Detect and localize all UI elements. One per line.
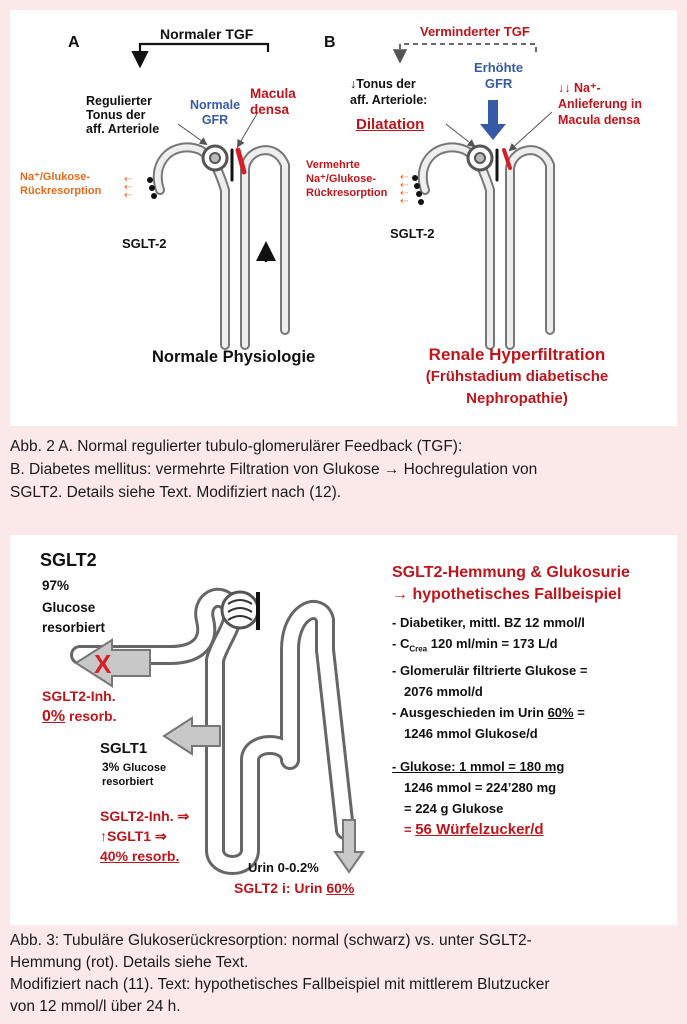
- urine-label: Urin 0-0.2%: [248, 860, 319, 875]
- macula-densa-label: Macula densa: [250, 86, 296, 117]
- panel-a-title: Normale Physiologie: [152, 348, 316, 366]
- fig2-caption-line-1: Abb. 2 A. Normal regulierter tubulo-glomerulärer Feedback (TGF):: [10, 438, 463, 455]
- sglt2-title: SGLT2: [40, 550, 97, 570]
- panel-b-letter: B: [324, 34, 336, 51]
- normal-gfr-label: Normale GFR: [190, 98, 241, 127]
- fig3-caption-line-1: Abb. 3: Tubuläre Glukoserückresorption: normal (schwarz) vs. unter SGLT2-: [10, 932, 532, 949]
- increased-gfr-label: Erhöhte GFR: [474, 60, 524, 91]
- panel-b-tgf-label: Verminderter TGF: [420, 24, 530, 39]
- sglt2-inh-label: SGLT2-Inh.: [42, 688, 116, 704]
- urine-inh-label: SGLT2 i: Urin 60%: [234, 880, 355, 896]
- increased-na-label: Vermehrte Na⁺/Glukose- Rückresorption: [306, 159, 388, 199]
- block-x-icon: X: [94, 649, 112, 679]
- sglt1-inh-text: SGLT2-Inh. ⇒ ↑SGLT1 ⇒ 40% resorb.: [100, 808, 190, 864]
- sglt2-label-b: SGLT-2: [390, 226, 435, 241]
- glomerulus: [222, 592, 258, 628]
- panel-b-title: Renale Hyperfiltration (Frühstadium diabetische Nephropathie): [425, 345, 609, 407]
- dilatation-label: Dilatation: [356, 116, 425, 133]
- sglt2-label-a: SGLT-2: [122, 236, 167, 251]
- case-title: SGLT2-Hemmung & Glukosurie → hypothetisches Fallbeispiel: [392, 564, 630, 603]
- case-lines: - Diabetiker, mittl. BZ 12 mmol/l - $C_{Crea}$ 120 ml/min = 173 L/d - Glomerulär filtrierte Glukose = 2076 mmol/d - Ausgeschieden im Urin 60% = 1246 mmol Glukose/d - Glukose: 1 mmol = 180 mg 1246 mmol = 224’280 mg = 224 g Glukose = 56 Würfelzucker/d: [392, 615, 588, 838]
- na-delivery-label: ↓↓ Na⁺- Anlieferung in Macula densa: [558, 81, 643, 127]
- tone-label-b: ↓Tonus der aff. Arteriole:: [350, 77, 428, 107]
- panel-a-tgf-label: Normaler TGF: [160, 26, 254, 42]
- panel-a-letter: A: [68, 34, 80, 51]
- fig2-caption-line-2: B. Diabetes mellitus: vermehrte Filtration von Glukose → Hochregulation von: [10, 461, 538, 478]
- orange-arrows-b: ⇠ ⇠ ⇠ ⇠: [400, 172, 409, 207]
- fig3-caption-line-2: Hemmung (rot). Details siehe Text.: [10, 954, 249, 971]
- sglt2-pct: 97%: [42, 578, 70, 593]
- fig2-caption-line-3: SGLT2. Details siehe Text. Modifiziert nach (12).: [10, 484, 342, 501]
- sglt1-title: SGLT1: [100, 740, 148, 757]
- sglt2-text: Glucose resorbiert: [42, 600, 106, 635]
- na-glucose-label-a: Na⁺/Glukose- Rückresorption: [20, 171, 102, 197]
- fig3-caption-line-4: von 12 mmol/l über 24 h.: [10, 998, 181, 1015]
- orange-arrows-a: ⇠ ⇠ ⇠: [124, 174, 133, 201]
- sglt1-text: 3% Glucose resorbiert: [102, 760, 167, 788]
- sglt2-inh-pct: 0% resorb.: [42, 708, 117, 725]
- regulated-tone-label: Regulierter Tonus der aff. Arteriole: [86, 94, 160, 136]
- fig3-caption-line-3: Modifiziert nach (11). Text: hypothetisches Fallbeispiel mit mittlerem Blutzucker: [10, 976, 550, 993]
